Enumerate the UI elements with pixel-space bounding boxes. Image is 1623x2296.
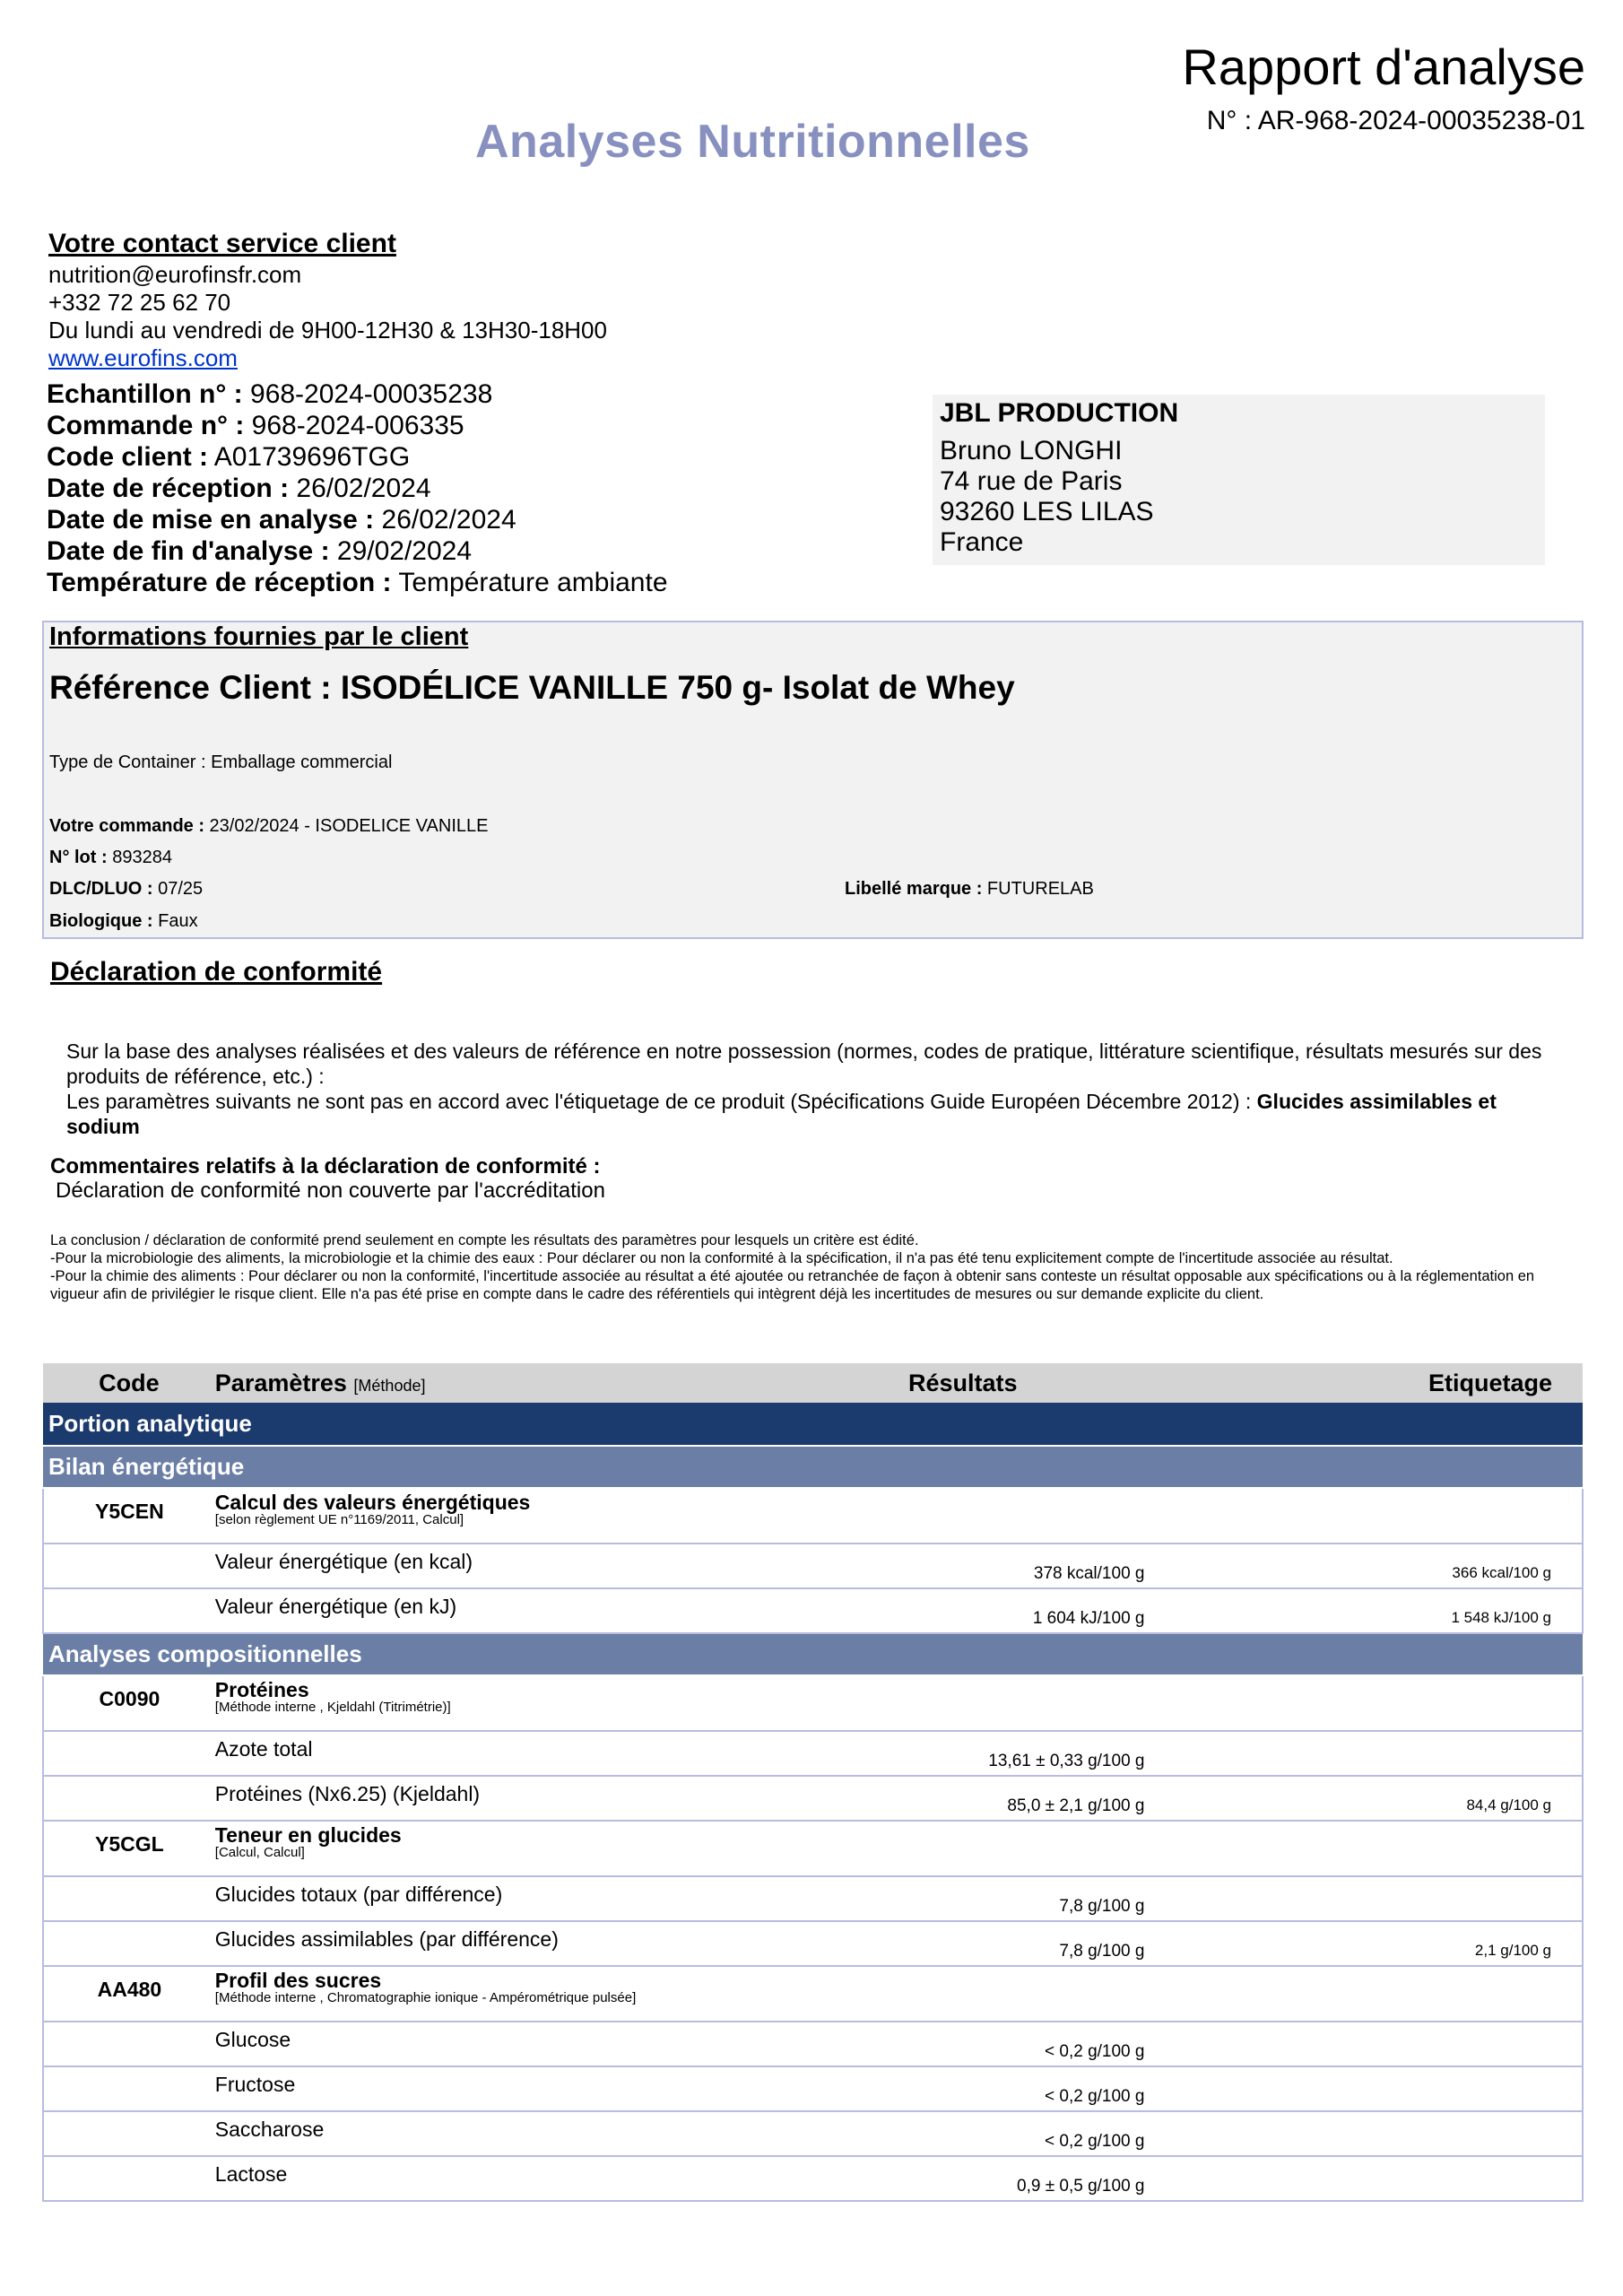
reception-temperature: Température de réception : Température ambiante <box>47 568 668 597</box>
subsection-row: Analyses compositionnelles <box>43 1633 1583 1675</box>
conformity-comments <box>50 1154 605 1203</box>
subsection-row: Bilan énergétique <box>43 1446 1583 1488</box>
report-title: Rapport d'analyse <box>1182 39 1585 95</box>
footnote: La conclusion / déclaration de conformité prend seulement en compte les résultats des paramètres pour lesquels un critère est édité. <box>50 1232 919 1248</box>
analysis-end-date: Date de fin d'analyse : 29/02/2024 <box>47 536 473 566</box>
website-link[interactable]: www.eurofins.com <box>48 344 238 371</box>
table-row: Fructose < 0,2 g/100 g <box>43 2066 1583 2111</box>
recipient-street: 74 rue de Paris <box>940 466 1123 496</box>
main-title: Analyses Nutritionnelles <box>475 116 1030 168</box>
table-row: Protéines (Nx6.25) (Kjeldahl) 85,0 ± 2,1 g/100 g 84,4 g/100 g <box>43 1776 1583 1821</box>
dlc: DLC/DLUO : 07/25 <box>49 879 204 899</box>
table-row: Glucides assimilables (par différence) 7,8 g/100 g 2,1 g/100 g <box>43 1921 1583 1966</box>
table-row: Glucides totaux (par différence) 7,8 g/100 g <box>43 1876 1583 1921</box>
conformity-text <box>66 1039 1569 1139</box>
conformity-para2: Les paramètres suivants ne sont pas en accord avec l'étiquetage de ce produit (Spécifications Guide Européen Décembre 2012) : Glucides assimilables et sodium <box>66 1090 1497 1138</box>
footnote: -Pour la microbiologie des aliments, la microbiologie et la chimie des eaux : Pour déclarer ou non la conformité à la spécification, il n'a pas été tenu explicitement compte de l'incertitude associée au résultat. <box>50 1250 1393 1266</box>
client-order: Votre commande : 23/02/2024 - ISODELICE VANILLE <box>49 816 489 836</box>
comments-body: Déclaration de conformité non couverte par l'accréditation <box>56 1178 605 1203</box>
sample-number: Echantillon n° : 968-2024-00035238 <box>47 379 493 409</box>
section-row: Portion analytique <box>43 1403 1583 1446</box>
group-row: C0090 Protéines [Méthode interne , Kjeldahl (Titrimétrie)] <box>43 1675 1583 1731</box>
recipient-name: Bruno LONGHI <box>940 436 1123 465</box>
table-header <box>43 1363 1583 1403</box>
client-info-heading: Informations fournies par le client <box>49 622 469 651</box>
table-row: Azote total 13,61 ± 0,33 g/100 g <box>43 1731 1583 1776</box>
organic: Biologique : Faux <box>49 911 198 931</box>
table-row: Lactose 0,9 ± 0,5 g/100 g <box>43 2156 1583 2201</box>
recipient-address <box>933 395 1545 565</box>
client-code: Code client : A01739696TGG <box>47 442 411 472</box>
footnote: -Pour la chimie des aliments : Pour déclarer ou non la conformité, l'incertitude associée au résultat a été ajoutée ou retranchée de façon à obtenir sans conteste un résultat opposable aux spécifications ou à la réglementation en vigueur afin de privilégier le risque client. Elle n'a pas été prise en compte dans le cadre des référentiels qui intègrent déjà les incertitudes de mesures ou sur demande explicite du client. <box>50 1268 1535 1302</box>
comments-title: Commentaires relatifs à la déclaration de conformité : <box>50 1154 601 1178</box>
client-info-box <box>42 621 1584 939</box>
group-row: Y5CEN Calcul des valeurs énergétiques [selon règlement UE n°1169/2011, Calcul] <box>43 1488 1583 1544</box>
brand-label: Libellé marque : FUTURELAB <box>845 879 1094 899</box>
table-row: Glucose < 0,2 g/100 g <box>43 2022 1583 2066</box>
conformity-para1: Sur la base des analyses réalisées et des valeurs de référence en notre possession (normes, codes de pratique, littérature scientifique, résultats mesurés sur des produits de référence, etc.) : <box>66 1039 1542 1088</box>
group-row: AA480 Profil des sucres [Méthode interne , Chromatographie ionique - Ampérométrique pulsée] <box>43 1966 1583 2022</box>
contact-email: nutrition@eurofinsfr.com <box>48 261 302 288</box>
col-label: Etiquetage <box>1428 1369 1552 1396</box>
report-number: N° : AR-968-2024-00035238-01 <box>1206 106 1585 135</box>
order-number: Commande n° : 968-2024-006335 <box>47 411 464 440</box>
table-row: Saccharose < 0,2 g/100 g <box>43 2111 1583 2156</box>
results-table <box>42 1363 1584 2202</box>
recipient-country: France <box>940 527 1024 557</box>
sample-info <box>47 378 668 598</box>
analysis-start-date: Date de mise en analyse : 26/02/2024 <box>47 505 516 535</box>
table-row: Valeur énergétique (en kJ) 1 604 kJ/100 g 1 548 kJ/100 g <box>43 1588 1583 1633</box>
company-name: JBL PRODUCTION <box>940 398 1179 428</box>
contact-hours: Du lundi au vendredi de 9H00-12H30 & 13H30-18H00 <box>48 317 607 344</box>
footnotes <box>50 1231 1575 1303</box>
col-results: Résultats <box>907 1369 1018 1396</box>
conformity-heading: Déclaration de conformité <box>50 957 383 987</box>
contact-heading: Votre contact service client <box>48 229 396 258</box>
table-row: Valeur énergétique (en kcal) 378 kcal/100 g 366 kcal/100 g <box>43 1544 1583 1588</box>
recipient-city: 93260 LES LILAS <box>940 497 1154 526</box>
contact-phone: +332 72 25 62 70 <box>48 289 231 316</box>
col-params: Paramètres [Méthode] <box>214 1369 426 1396</box>
container-type: Type de Container : Emballage commercial <box>49 752 393 772</box>
contact-block <box>48 227 607 372</box>
col-code: Code <box>99 1369 160 1396</box>
lot-number: N° lot : 893284 <box>49 848 172 867</box>
client-reference: Référence Client : ISODÉLICE VANILLE 750 g- Isolat de Whey <box>49 669 1015 706</box>
reception-date: Date de réception : 26/02/2024 <box>47 474 431 503</box>
group-row: Y5CGL Teneur en glucides [Calcul, Calcul] <box>43 1821 1583 1876</box>
